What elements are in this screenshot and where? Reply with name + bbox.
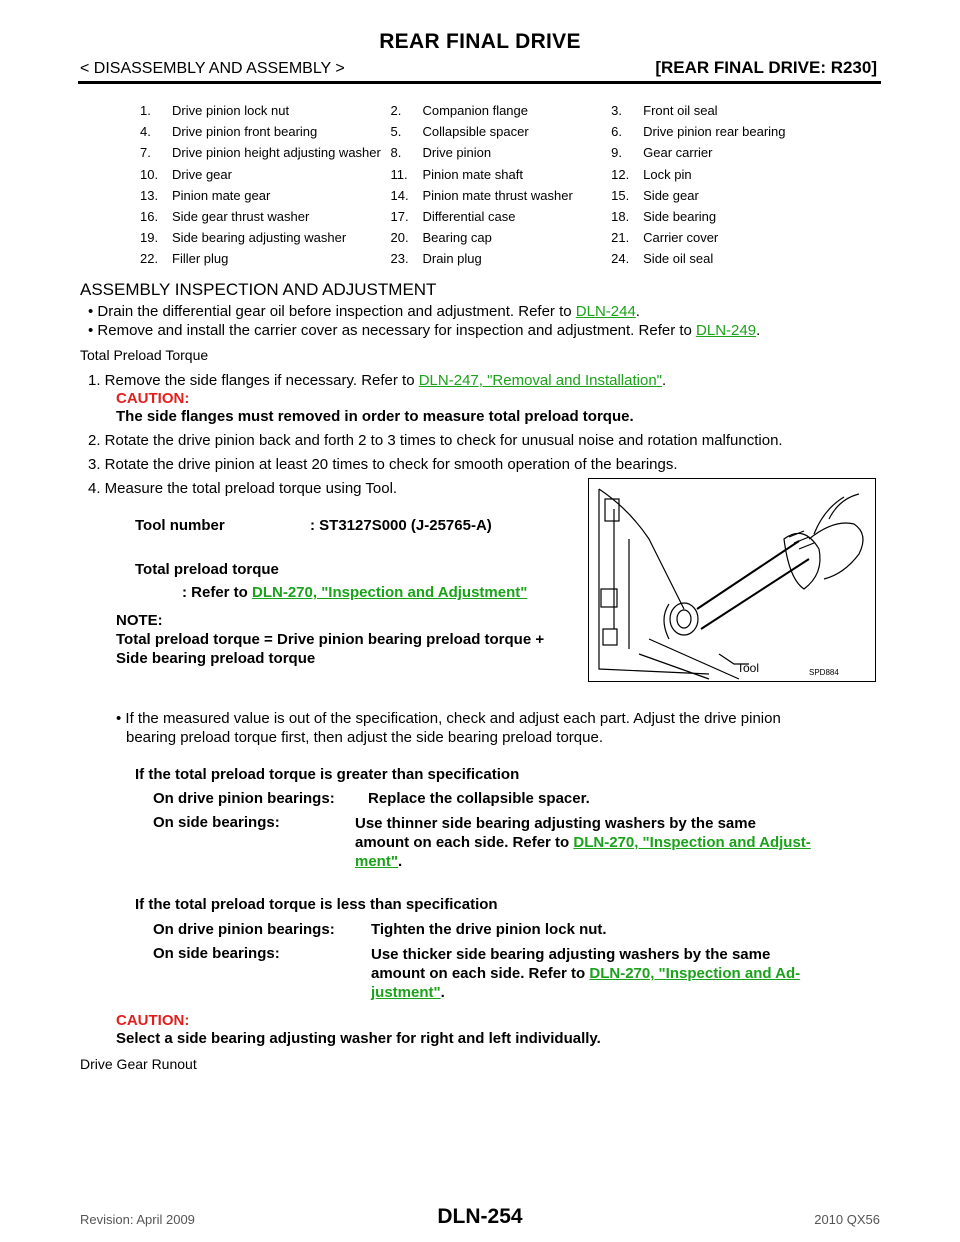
less-pinion-value: Tighten the drive pinion lock nut. <box>371 921 607 938</box>
header-rule <box>78 81 881 84</box>
legend-number: 13. <box>140 187 159 203</box>
legend-text: Drive pinion lock nut <box>172 103 290 119</box>
legend-row <box>140 142 800 163</box>
greater-heading: If the total preload torque is greater than specification <box>135 766 520 783</box>
legend-item <box>611 167 800 182</box>
legend-number: 19. <box>140 230 159 246</box>
greater-pinion-label: On drive pinion bearings: <box>153 790 335 807</box>
less-side-value: Use thicker side bearing adjusting washers by the same amount on each side. Refer to DLN-270, "Inspection and Ad- justment". <box>371 946 801 1001</box>
legend-text: Lock pin <box>643 166 692 182</box>
legend-number: 10. <box>140 166 159 182</box>
legend-text: Side bearing adjusting washer <box>172 230 347 246</box>
step-4: 4. Measure the total preload torque using Tool. <box>88 480 398 497</box>
bullet-text: • Drain the differential gear oil before inspection and adjustment. Refer to <box>88 303 576 320</box>
legend-text: Pinion mate shaft <box>422 166 523 182</box>
greater-pinion-value: Replace the collapsible spacer. <box>368 790 590 807</box>
legend-row <box>140 185 800 206</box>
bullet-text: • Remove and install the carrier cover as necessary for inspection and adjustment. Refer to <box>88 322 697 339</box>
legend-item <box>140 209 390 224</box>
wrench-illustration <box>589 479 875 681</box>
legend-text: Front oil seal <box>643 103 718 119</box>
step-3: 3. Rotate the drive pinion at least 20 times to check for smooth operation of the bearings. <box>88 456 678 473</box>
legend-number: 15. <box>611 187 630 203</box>
greater-side-value: Use thinner side bearing adjusting washers by the same amount on each side. Refer to DLN-270, "Inspection and Adjust- ment". <box>355 815 811 870</box>
note-line-2: Side bearing preload torque <box>116 650 316 667</box>
legend-item <box>611 145 800 160</box>
step-1: 1. Remove the side flanges if necessary. Refer to DLN-247, "Removal and Installation". <box>88 372 667 389</box>
legend-text: Bearing cap <box>422 230 492 246</box>
legend-number: 22. <box>140 251 159 267</box>
legend-number: 2. <box>390 103 402 119</box>
legend-number: 14. <box>390 187 409 203</box>
bullet-out-of-spec: • If the measured value is out of the specification, check and adjust each part. Adjust the drive pinion bearing preload torque first, then adjust the side bearing preload torque. <box>116 710 781 746</box>
section-breadcrumb: < DISASSEMBLY AND ASSEMBLY > <box>80 60 345 77</box>
figure-tool-label: Tool <box>737 661 760 675</box>
page-title: REAR FINAL DRIVE <box>379 30 581 53</box>
step-2: 2. Rotate the drive pinion back and forth 2 to 3 times to check for unusual noise and rotation malfunction. <box>88 432 783 449</box>
legend-number: 5. <box>390 124 402 140</box>
legend-text: Filler plug <box>172 251 229 267</box>
legend-number: 21. <box>611 230 630 246</box>
legend-number: 12. <box>611 166 630 182</box>
legend-row <box>140 227 800 248</box>
section-heading: ASSEMBLY INSPECTION AND ADJUSTMENT <box>80 280 437 299</box>
legend-text: Drive gear <box>172 166 232 182</box>
total-preload-value: : Refer to DLN-270, "Inspection and Adjustment" <box>182 584 528 601</box>
caution-text: Select a side bearing adjusting washer for right and left individually. <box>116 1030 601 1047</box>
legend-item <box>140 124 390 139</box>
legend-number: 17. <box>390 209 409 225</box>
legend-item <box>611 209 800 224</box>
legend-number: 24. <box>611 251 630 267</box>
legend-item <box>611 103 800 118</box>
link-dln-247[interactable]: DLN-247, "Removal and Installation" <box>418 372 662 389</box>
legend-row <box>140 121 800 142</box>
legend-item <box>390 230 611 245</box>
link-dln-270[interactable]: DLN-270, "Inspection and Adjustment" <box>252 584 528 601</box>
legend-text: Carrier cover <box>643 230 719 246</box>
legend-item <box>140 145 390 160</box>
parts-legend <box>140 100 800 270</box>
legend-text: Drain plug <box>422 251 482 267</box>
legend-item <box>390 188 611 203</box>
link-dln-270[interactable]: DLN-270, "Inspection and Adjust- <box>573 834 811 851</box>
legend-item <box>140 188 390 203</box>
legend-text: Pinion mate thrust washer <box>422 187 573 203</box>
legend-item <box>390 124 611 139</box>
tool-number-label: Tool number <box>135 517 225 534</box>
legend-number: 1. <box>140 103 151 119</box>
link-dln-244[interactable]: DLN-244 <box>575 303 636 320</box>
legend-item <box>611 188 800 203</box>
figure-code: SPD884 <box>809 668 839 677</box>
torque-wrench-figure <box>588 478 876 682</box>
legend-number: 3. <box>611 103 622 119</box>
legend-item <box>611 124 800 139</box>
less-pinion-label: On drive pinion bearings: <box>153 921 335 938</box>
legend-text: Side gear <box>643 187 699 203</box>
total-preload-label: Total preload torque <box>135 561 279 578</box>
legend-text: Drive pinion height adjusting washer <box>172 145 381 161</box>
legend-row <box>140 164 800 185</box>
caution-text: The side flanges must removed in order to measure total preload torque. <box>116 408 634 425</box>
tool-number-value: : ST3127S000 (J-25765-A) <box>310 517 492 534</box>
legend-number: 11. <box>390 166 408 182</box>
bullet-carrier-cover: • Remove and install the carrier cover as necessary for inspection and adjustment. Refer to DLN-249. <box>88 322 761 339</box>
link-dln-270[interactable]: DLN-270, "Inspection and Ad- <box>589 965 801 982</box>
legend-item <box>611 230 800 245</box>
note-label: NOTE: <box>116 612 163 629</box>
model-year: 2010 QX56 <box>814 1212 880 1227</box>
legend-item <box>390 251 611 266</box>
legend-number: 16. <box>140 209 159 225</box>
legend-row <box>140 206 800 227</box>
subsection-label: [REAR FINAL DRIVE: R230] <box>655 58 877 77</box>
link-dln-270-cont[interactable]: justment" <box>371 984 441 1001</box>
legend-item <box>390 209 611 224</box>
less-side-label: On side bearings: <box>153 945 280 962</box>
legend-text: Side bearing <box>643 209 717 225</box>
legend-number: 8. <box>390 145 402 161</box>
legend-item <box>140 230 390 245</box>
legend-item <box>390 103 611 118</box>
legend-text: Drive pinion front bearing <box>172 124 318 140</box>
legend-text: Companion flange <box>422 103 529 119</box>
legend-item <box>140 167 390 182</box>
legend-item <box>140 251 390 266</box>
legend-text: Side gear thrust washer <box>172 209 310 225</box>
legend-text: Drive pinion <box>422 145 492 161</box>
subheading-total-preload: Total Preload Torque <box>80 347 209 363</box>
legend-item <box>611 251 800 266</box>
legend-text: Drive pinion rear bearing <box>643 124 786 140</box>
revision-date: Revision: April 2009 <box>80 1212 195 1227</box>
link-dln-249[interactable]: DLN-249 <box>696 322 757 339</box>
caution-label: CAUTION: <box>116 1012 190 1029</box>
legend-item <box>140 103 390 118</box>
legend-text: Differential case <box>422 209 516 225</box>
note-line-1: Total preload torque = Drive pinion bearing preload torque + <box>116 631 545 648</box>
page-number: DLN-254 <box>437 1205 523 1228</box>
legend-text: Pinion mate gear <box>172 187 271 203</box>
legend-item <box>390 145 611 160</box>
less-heading: If the total preload torque is less than specification <box>135 896 498 913</box>
legend-number: 9. <box>611 145 622 161</box>
legend-number: 23. <box>390 251 409 267</box>
legend-row <box>140 248 800 269</box>
legend-text: Collapsible spacer <box>422 124 529 140</box>
caution-label: CAUTION: <box>116 390 190 407</box>
bullet-drain-oil: • Drain the differential gear oil before inspection and adjustment. Refer to DLN-244. <box>88 303 640 320</box>
legend-text: Gear carrier <box>643 145 713 161</box>
legend-number: 7. <box>140 145 151 161</box>
greater-side-label: On side bearings: <box>153 814 280 831</box>
legend-item <box>390 167 611 182</box>
legend-number: 6. <box>611 124 622 140</box>
legend-number: 20. <box>390 230 409 246</box>
legend-text: Side oil seal <box>643 251 714 267</box>
subheading-drive-gear-runout: Drive Gear Runout <box>80 1056 197 1072</box>
link-dln-270-cont[interactable]: ment" <box>355 853 398 870</box>
legend-number: 4. <box>140 124 151 140</box>
legend-number: 18. <box>611 209 630 225</box>
legend-row <box>140 100 800 121</box>
